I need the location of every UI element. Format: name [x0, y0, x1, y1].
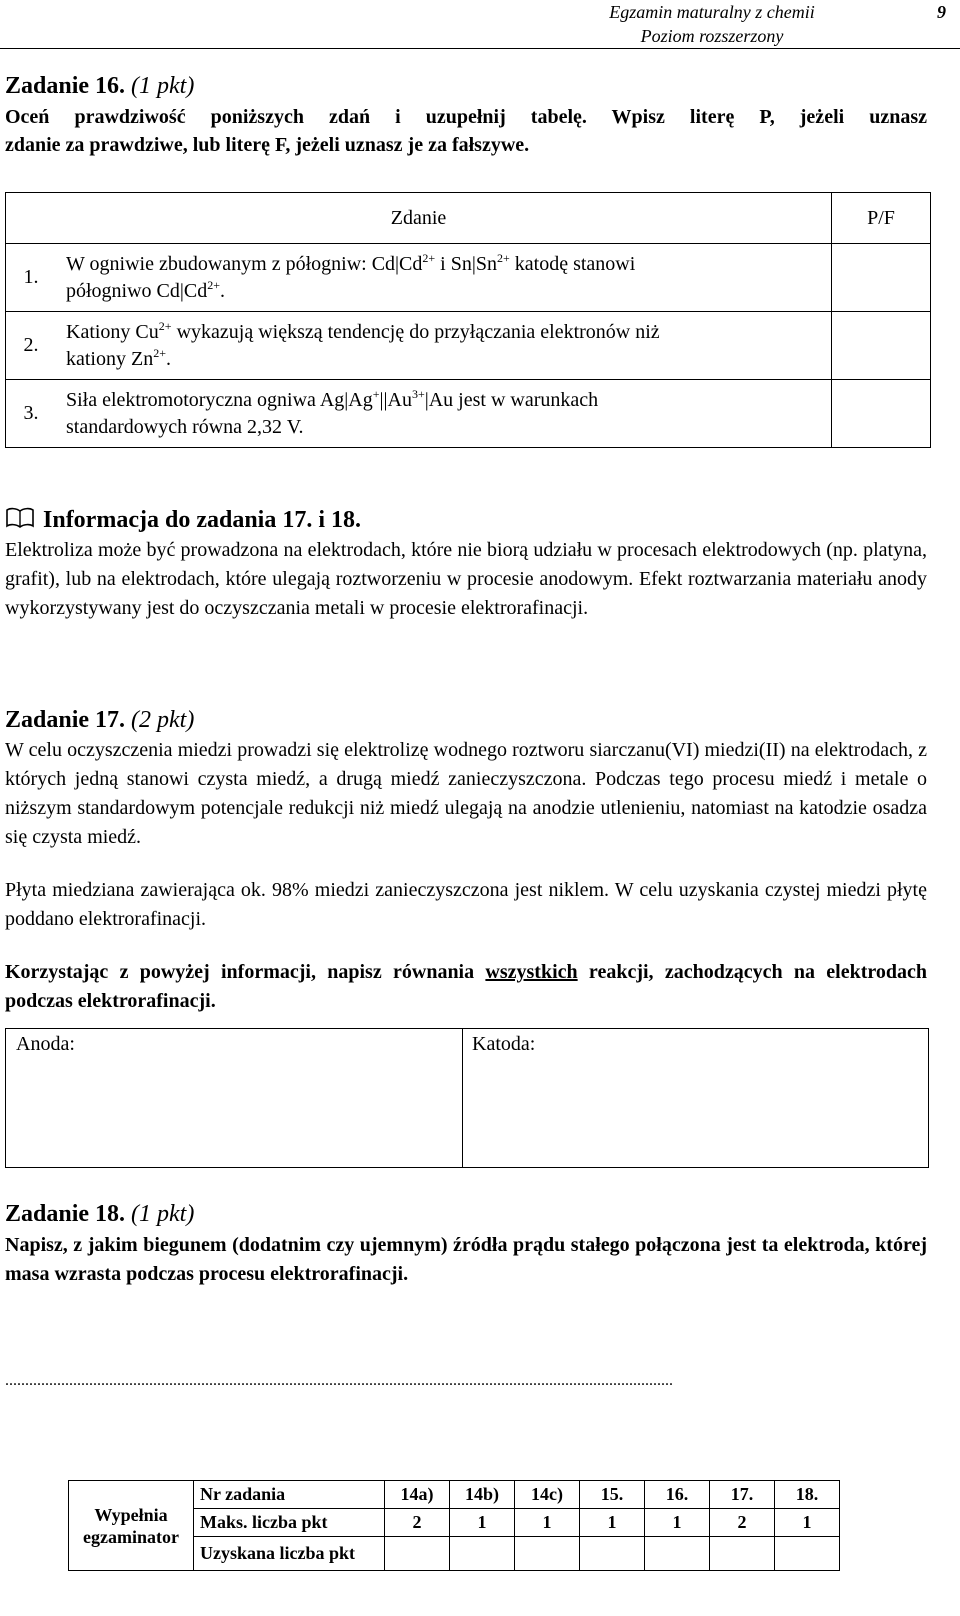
pf-answer-cell[interactable] — [832, 244, 931, 312]
task16-title — [5, 72, 194, 100]
task16-table — [5, 192, 931, 448]
score-cell[interactable] — [385, 1537, 450, 1571]
score-cell[interactable] — [645, 1537, 710, 1571]
max-cell: 1 — [515, 1509, 580, 1537]
row-statement — [56, 380, 832, 448]
task17-text2: Płyta miedziana zawierająca ok. 98% miedzi zanieczyszczona jest niklem. W celu uzyskania czystej miedzi płytę poddano elektrorafinacji. — [5, 879, 927, 930]
task17-command-part: Korzystając z powyżej informacji, napisz równania — [5, 961, 486, 983]
task17-command — [5, 958, 927, 1016]
task-cell: 14b) — [450, 1481, 515, 1509]
task16-table-header — [6, 193, 931, 244]
statement-line: Kationy $Cu^{2+}$ wykazują większą tendencję do przyłączania elektronów niż — [66, 318, 660, 343]
task16-title-text: Zadanie 16. — [5, 73, 126, 99]
row-task-label: Nr zadania — [194, 1481, 385, 1509]
anode-label: Anoda: — [16, 1033, 75, 1055]
task-cell: 14a) — [385, 1481, 450, 1509]
info-title — [5, 506, 361, 534]
task17-command-underlined: wszystkich — [485, 961, 578, 983]
max-cell: 1 — [450, 1509, 515, 1537]
score-cell[interactable] — [450, 1537, 515, 1571]
col-pf-header — [832, 193, 931, 244]
max-cell: 1 — [645, 1509, 710, 1537]
cathode-answer-area[interactable] — [462, 1029, 922, 1167]
info-text: Elektroliza może być prowadzona na elektrodach, które nie biorą udziału w procesach elektrodowych (np. platyna, grafit), lub na elektrodach, które ulegają roztworzeniu w procesie anodowym. Efekt roztwarzania materiału anody wykorzystywany jest do oczyszczania metali w procesie elektrorafinacji. — [5, 539, 927, 619]
task16-instruction-line1: Oceń prawdziwość poniższych zdań i uzupełnij tabelę. Wpisz literę P, jeżeli uznasz — [5, 106, 927, 128]
row-statement — [56, 244, 832, 312]
task-cell: 16. — [645, 1481, 710, 1509]
header-exam-title: Egzamin maturalny z chemii — [609, 2, 815, 22]
book-icon — [5, 507, 35, 529]
task17-title-text: Zadanie 17. — [5, 707, 126, 733]
row-number: 3. — [6, 380, 57, 448]
examiner-label-line: Wypełnia — [94, 1504, 168, 1525]
task17-command-part: reakcji, zachodzących na elektrodach podczas elektrorafinacji. — [5, 961, 927, 1012]
statement-line: standardowych równa 2,32 V. — [66, 415, 304, 438]
task16-row — [6, 244, 931, 312]
score-cell[interactable] — [580, 1537, 645, 1571]
statement-line: kationy $Zn^{2+}$. — [66, 345, 171, 370]
examiner-label-line: egzaminator — [83, 1526, 179, 1547]
row-got-label: Uzyskana liczba pkt — [194, 1537, 385, 1571]
pf-answer-cell[interactable] — [832, 312, 931, 380]
col-pf-label: P/F — [867, 206, 895, 229]
task16-instruction-line2: zdanie za prawdziwe, lub literę F, jeżeli uznasz je za fałszywe. — [5, 134, 530, 156]
row-number: 1. — [6, 244, 57, 312]
task18-title — [5, 1200, 194, 1228]
task16-points: (1 pkt) — [131, 73, 195, 99]
statement-line: półogniwo $Cd|Cd^{2+}$. — [66, 277, 226, 302]
answer-box — [5, 1028, 929, 1168]
task-cell: 15. — [580, 1481, 645, 1509]
cathode-label: Katoda: — [472, 1033, 536, 1055]
score-cell[interactable] — [710, 1537, 775, 1571]
row-number: 2. — [6, 312, 57, 380]
task17-title — [5, 706, 194, 734]
answer-line[interactable]: ....................................................................................................................................................................... — [5, 1372, 673, 1389]
col-statement-header — [6, 193, 832, 244]
page-number: 9 — [937, 2, 946, 22]
max-cell: 1 — [775, 1509, 840, 1537]
page-header — [512, 0, 912, 48]
row-statement — [56, 312, 832, 380]
statement-line: W ogniwie zbudowanym z półogniw: $Cd|Cd^{2+}$ i $Sn|Sn^{2+}$ katodę stanowi — [66, 250, 636, 275]
max-cell: 2 — [385, 1509, 450, 1537]
statement-line: Siła elektromotoryczna ogniwa $Ag|Ag^+||Au^{3+}|Au$ jest w warunkach — [66, 386, 599, 411]
task-cell: 14c) — [515, 1481, 580, 1509]
pf-answer-cell[interactable] — [832, 380, 931, 448]
task-cell: 18. — [775, 1481, 840, 1509]
task18-points: (1 pkt) — [131, 1201, 195, 1227]
task18-title-text: Zadanie 18. — [5, 1201, 126, 1227]
task17-text1: W celu oczyszczenia miedzi prowadzi się elektrolizę wodnego roztworu siarczanu(VI) miedzi(II) na elektrodach, z których jedną stanowi czysta miedź, a drugą miedź zanieczyszczona. Podczas tego procesu miedź i metale o niższym standardowym potencjale redukcji niż miedź ulegają na anodzie utlenieniu, natomiast na katodzie osadza się czysta miedź. — [5, 739, 927, 848]
header-divider — [0, 48, 960, 49]
score-table — [68, 1480, 840, 1571]
task17-points: (2 pkt) — [131, 707, 195, 733]
examiner-label — [69, 1481, 194, 1571]
score-cell[interactable] — [515, 1537, 580, 1571]
anode-answer-area[interactable] — [6, 1029, 466, 1167]
score-row-tasks — [69, 1481, 840, 1509]
task16-row — [6, 312, 931, 380]
header-level: Poziom rozszerzony — [640, 26, 784, 46]
max-cell: 1 — [580, 1509, 645, 1537]
max-cell: 2 — [710, 1509, 775, 1537]
score-cell[interactable] — [775, 1537, 840, 1571]
info-title-text: Informacja do zadania 17. i 18. — [43, 507, 361, 533]
task-cell: 17. — [710, 1481, 775, 1509]
task18-command: Napisz, z jakim biegunem (dodatnim czy ujemnym) źródła prądu stałego połączona jest ta elektroda, której masa wzrasta podczas procesu elektrorafinacji. — [5, 1234, 927, 1285]
row-max-label: Maks. liczba pkt — [194, 1509, 385, 1537]
task16-row — [6, 380, 931, 448]
col-statement-label: Zdanie — [390, 206, 447, 229]
task16-instruction — [5, 103, 927, 159]
